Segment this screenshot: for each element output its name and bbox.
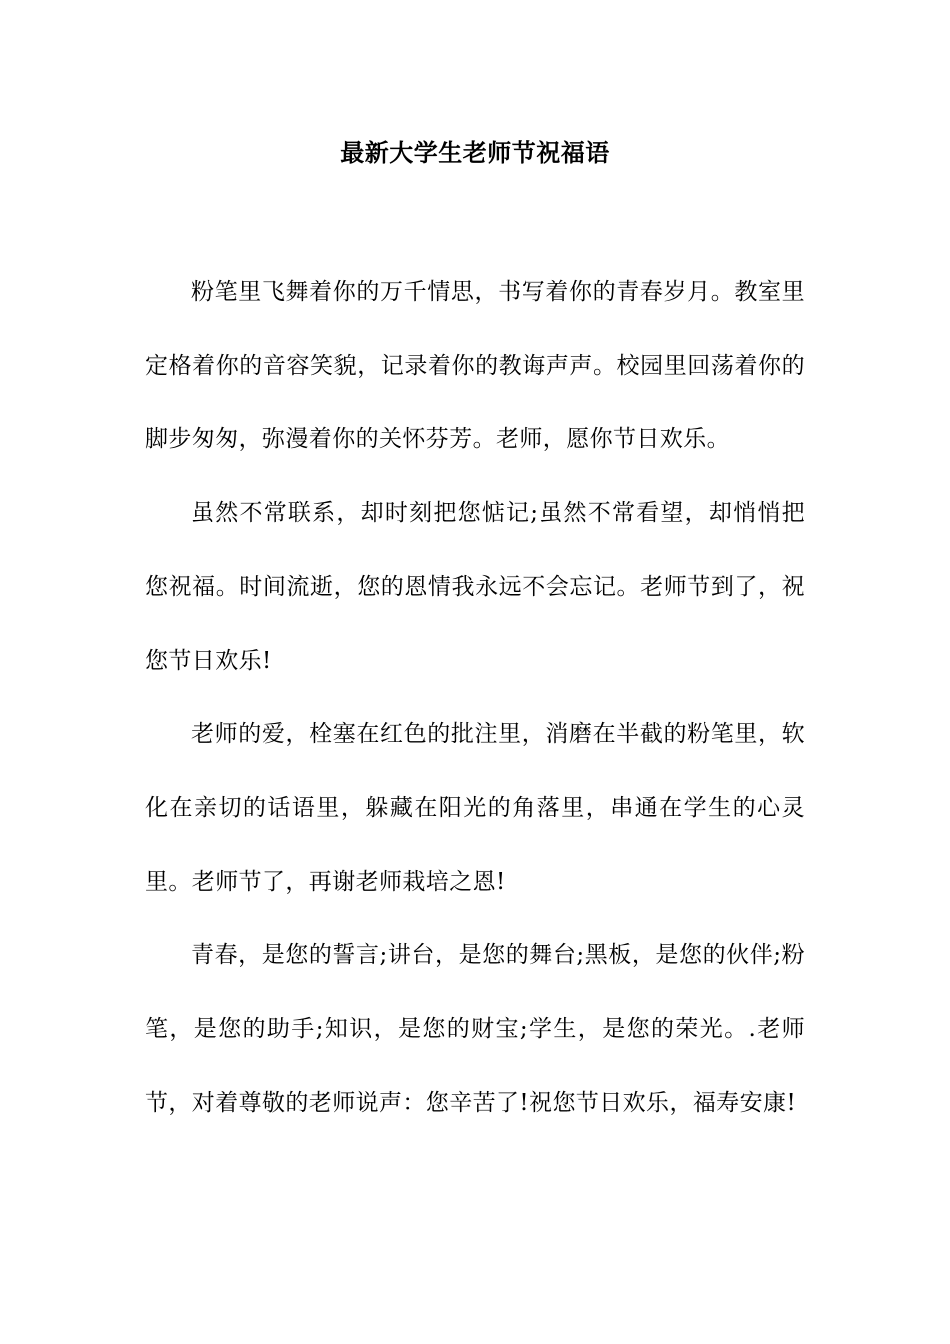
document-body xyxy=(145,256,805,1140)
paragraph-3: 老师的爱，栓塞在红色的批注里，消磨在半截的粉笔里，软化在亲切的话语里，躲藏在阳光的角落里，串通在学生的心灵里。老师节了，再谢老师栽培之恩! xyxy=(145,721,805,895)
paragraph-2: 虽然不常联系，却时刻把您惦记;虽然不常看望，却悄悄把您祝福。时间流逝，您的恩情我永远不会忘记。老师节到了，祝您节日欢乐! xyxy=(145,500,805,674)
paragraph-4: 青春，是您的誓言;讲台，是您的舞台;黑板，是您的伙伴;粉笔，是您的助手;知识，是您的财宝;学生，是您的荣光。.老师节，对着尊敬的老师说声：您辛苦了!祝您节日欢乐，福寿安康! xyxy=(145,942,805,1116)
document-title: 最新大学生老师节祝福语 xyxy=(340,138,610,167)
paragraph-1: 粉笔里飞舞着你的万千情思，书写着你的青春岁月。教室里定格着你的音容笑貌，记录着你的教诲声声。校园里回荡着你的脚步匆匆，弥漫着你的关怀芬芳。老师，愿你节日欢乐。 xyxy=(145,279,805,453)
